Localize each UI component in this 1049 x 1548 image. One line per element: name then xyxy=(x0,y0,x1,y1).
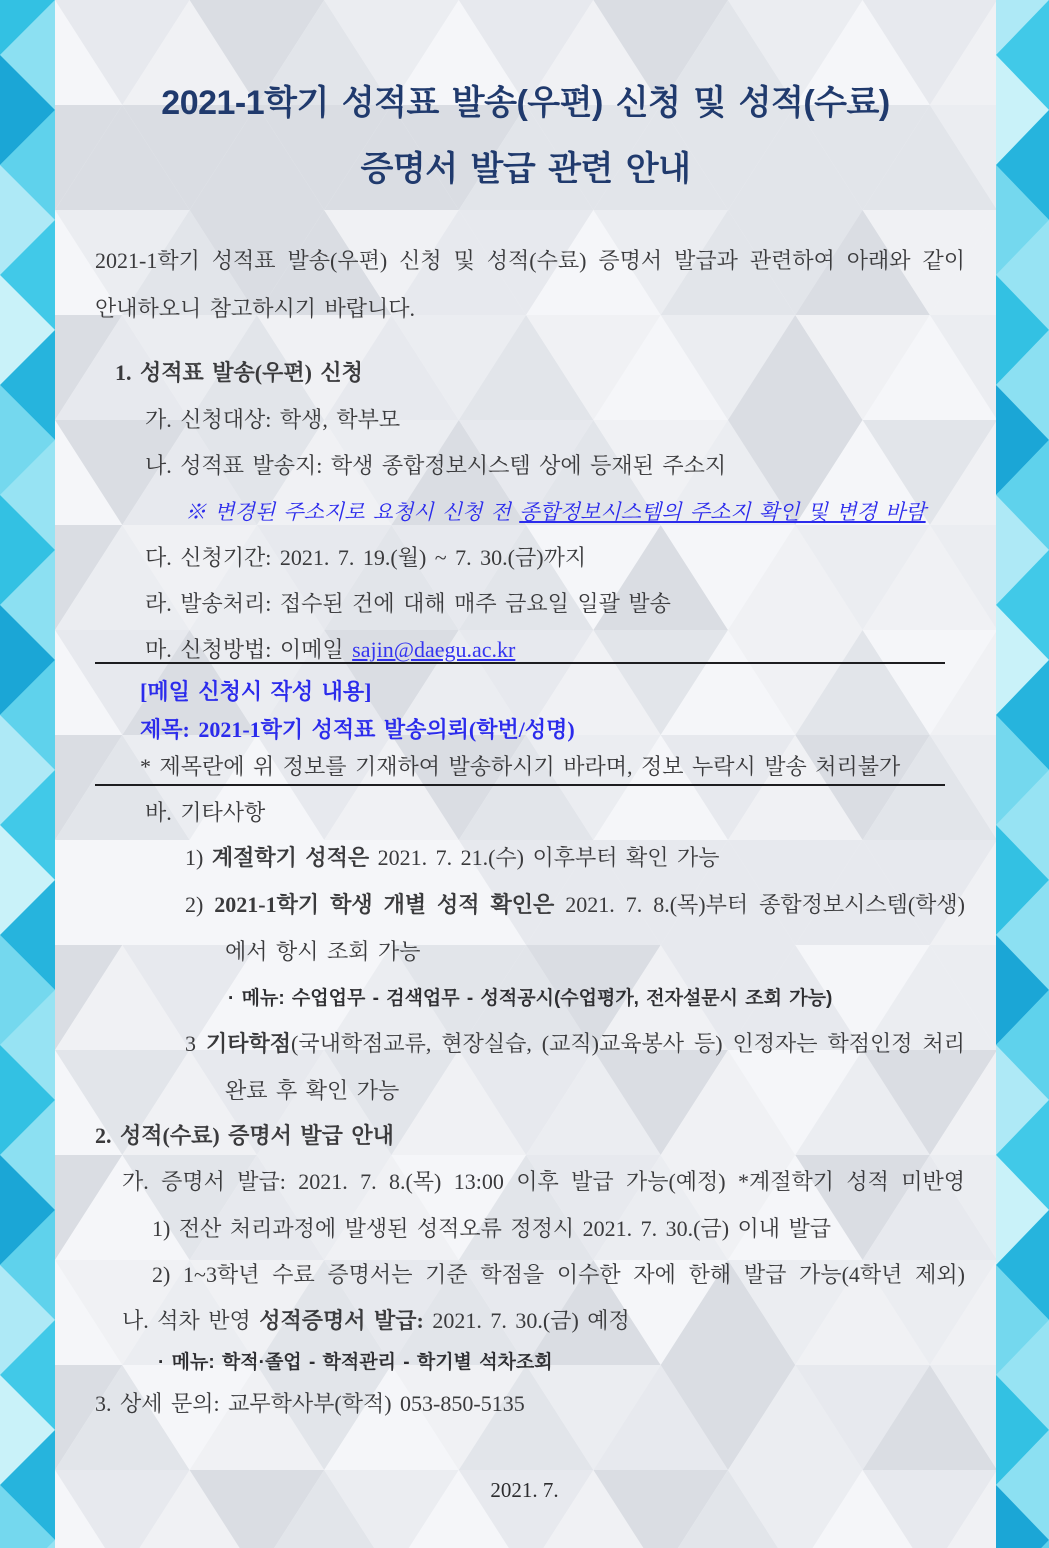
section1-item-ra: 라. 발송처리: 접수된 건에 대해 매주 금요일 일괄 발송 xyxy=(145,591,671,616)
etc-item-3-continued: 완료 후 확인 가능 xyxy=(225,1078,400,1103)
section2-sub-1: 1) 전산 처리과정에 발생된 성적오류 정정시 2021. 7. 30.(금) 이내 발급 xyxy=(152,1216,832,1241)
section2-sub-2: 2) 1~3학년 수료 증명서는 기준 학점을 이수한 자에 한해 발급 가능(4학년 제외) xyxy=(152,1262,965,1287)
item-bold: 기타학점 xyxy=(205,1031,291,1056)
mailbox-header: [메일 신청시 작성 내용] xyxy=(140,679,372,704)
section1-item-na: 나. 성적표 발송지: 학생 종합정보시스템 상에 등재된 주소지 xyxy=(145,453,727,478)
etc-item-2 xyxy=(185,882,965,928)
menu-path-grades: · 메뉴: 수업업무 - 검색업무 - 성적공시(수업평가, 전자설문시 조회 가능) xyxy=(228,988,833,1009)
item-bold: 성적증명서 발급: xyxy=(259,1308,424,1333)
page-title-line1: 2021-1학기 성적표 발송(우편) 신청 및 성적(수료) xyxy=(161,84,890,122)
section2-heading: 2. 성적(수료) 증명서 발급 안내 xyxy=(95,1123,394,1148)
mailbox-subject: 제목: 2021-1학기 성적표 발송의뢰(학번/성명) xyxy=(140,717,575,742)
apply-method-label: 마. 신청방법: 이메일 xyxy=(145,637,353,662)
item-number: 2) xyxy=(185,892,215,917)
section3-contact: 3. 상세 문의: 교무학사부(학적) 053-850-5135 xyxy=(95,1391,525,1416)
section1-item-ga: 가. 신청대상: 학생, 학부모 xyxy=(145,407,401,432)
item-number: 3 xyxy=(185,1031,206,1056)
mailbox-note: * 제목란에 위 정보를 기재하여 발송하시기 바라며, 정보 누락시 발송 처리불가 xyxy=(140,754,901,779)
email-link[interactable]: sajin@daegu.ac.kr xyxy=(352,637,516,662)
section1-item-da: 다. 신청기간: 2021. 7. 19.(월) ~ 7. 30.(금)까지 xyxy=(145,545,587,570)
section1-item-ba: 바. 기타사항 xyxy=(145,800,266,825)
section1-item-ma xyxy=(145,627,515,673)
divider-bottom xyxy=(95,784,945,786)
item-bold: 계절학기 성적은 xyxy=(211,845,370,870)
page-title-line2: 증명서 발급 관련 안내 xyxy=(360,150,691,188)
etc-item-1 xyxy=(185,835,720,881)
item-text: (국내학점교류, 현장실습, (교직)교육봉사 등) 인정자는 학점인정 처리 xyxy=(291,1031,965,1056)
intro-line2: 안내하오니 참고하시기 바랍니다. xyxy=(95,296,416,321)
footer-date: 2021. 7. xyxy=(490,1478,559,1502)
item-text: 2021. 7. 8.(목)부터 종합정보시스템(학생) xyxy=(554,892,965,917)
etc-item-3 xyxy=(185,1021,965,1067)
section2-item-na xyxy=(122,1298,630,1344)
item-text: 나. 석차 반영 xyxy=(122,1308,260,1333)
note-prefix: ※ 변경된 주소지로 요청시 신청 전 xyxy=(185,500,520,524)
note-underlined-text: 종합정보시스템의 주소지 확인 및 변경 바람 xyxy=(519,500,926,524)
item-text: 2021. 7. 30.(금) 예정 xyxy=(423,1308,630,1333)
section2-item-ga: 가. 증명서 발급: 2021. 7. 8.(목) 13:00 이후 발급 가능(예정) *계절학기 성적 미반영 xyxy=(122,1169,965,1194)
etc-item-2-continued: 에서 항시 조회 가능 xyxy=(225,939,421,964)
intro-line1: 2021-1학기 성적표 발송(우편) 신청 및 성적(수료) 증명서 발급과 관련하여 아래와 같이 xyxy=(95,248,965,273)
section1-heading: 1. 성적표 발송(우편) 신청 xyxy=(115,360,363,385)
item-bold: 2021-1학기 학생 개별 성적 확인은 xyxy=(214,892,555,917)
menu-path-rank: · 메뉴: 학적·졸업 - 학적관리 - 학기별 석차조회 xyxy=(158,1352,553,1373)
address-change-note xyxy=(185,489,926,535)
item-text: 2021. 7. 21.(수) 이후부터 확인 가능 xyxy=(369,845,720,870)
divider-top xyxy=(95,662,945,664)
item-number: 1) xyxy=(185,845,212,870)
